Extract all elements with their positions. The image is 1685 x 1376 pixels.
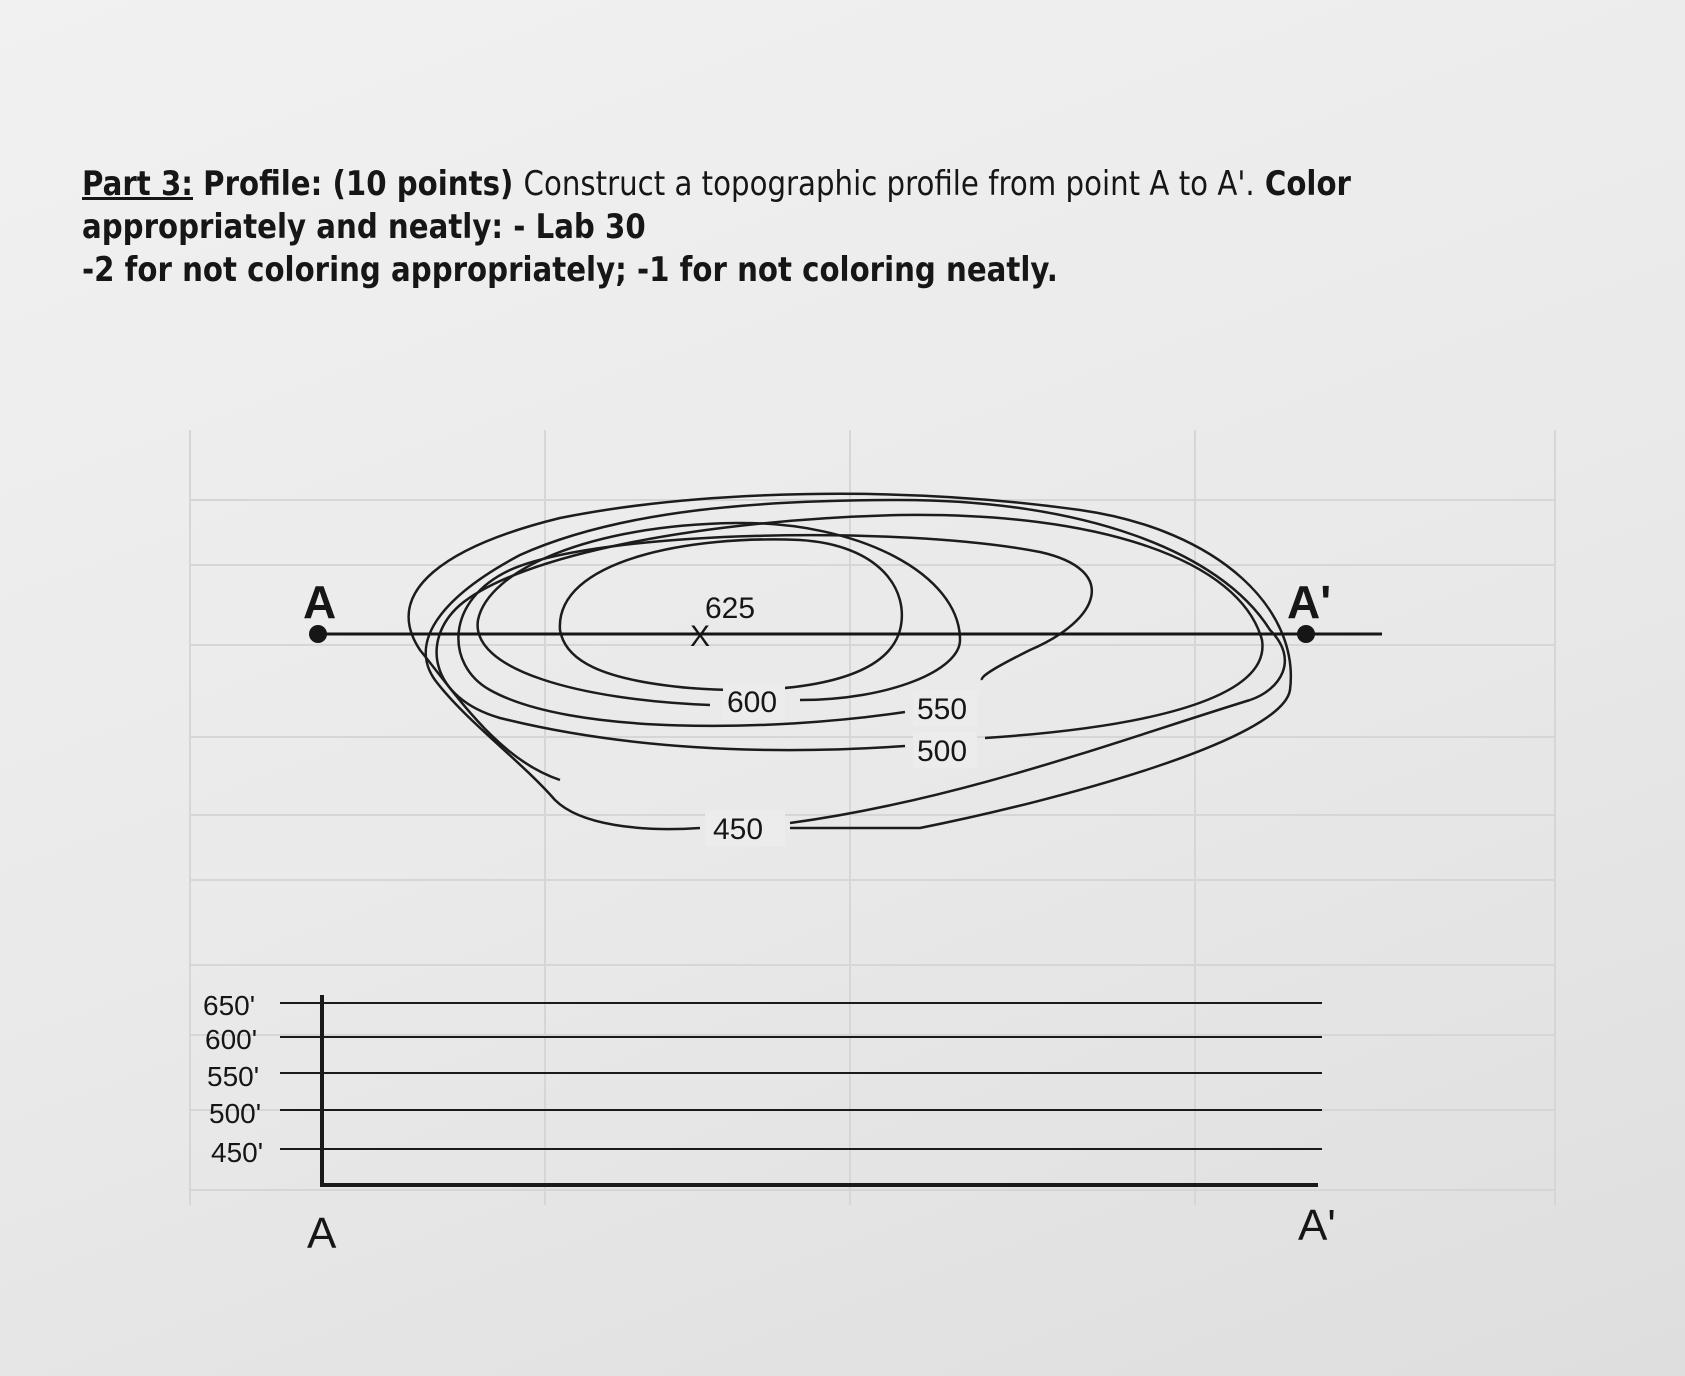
elevation-label-550: 550' (207, 1061, 260, 1092)
contour-label-625: 625 (705, 592, 756, 625)
profile-grid (280, 995, 1322, 1187)
contour-label-600: 600 (727, 686, 778, 719)
part-title: Profile: (10 points) (192, 164, 524, 204)
map-point-a-prime-label: A' (1287, 576, 1332, 628)
profile-end-label: A' (1298, 1201, 1336, 1250)
elevation-label-600: 600' (205, 1024, 258, 1055)
instruction-line-2: appropriately and neatly: - Lab 30 (82, 207, 646, 247)
summit-marker: X (690, 620, 711, 653)
task-text: Construct a topographic profile from point A to A'. (523, 164, 1255, 204)
map-point-a-label: A (303, 576, 337, 628)
elevation-label-650: 650' (203, 990, 256, 1021)
profile-start-label: A (307, 1209, 337, 1258)
contour-label-550: 550 (917, 693, 968, 726)
color-text: Color (1254, 164, 1351, 204)
contour-label-500: 500 (917, 735, 968, 768)
instruction-line-3: -2 for not coloring appropriately; -1 for not coloring neatly. (82, 250, 1058, 290)
contour-label-450: 450 (713, 813, 764, 846)
section-line (309, 625, 1382, 643)
elevation-label-450: 450' (211, 1137, 264, 1168)
part-label: Part 3: (82, 164, 193, 204)
elevation-label-500: 500' (209, 1098, 262, 1129)
